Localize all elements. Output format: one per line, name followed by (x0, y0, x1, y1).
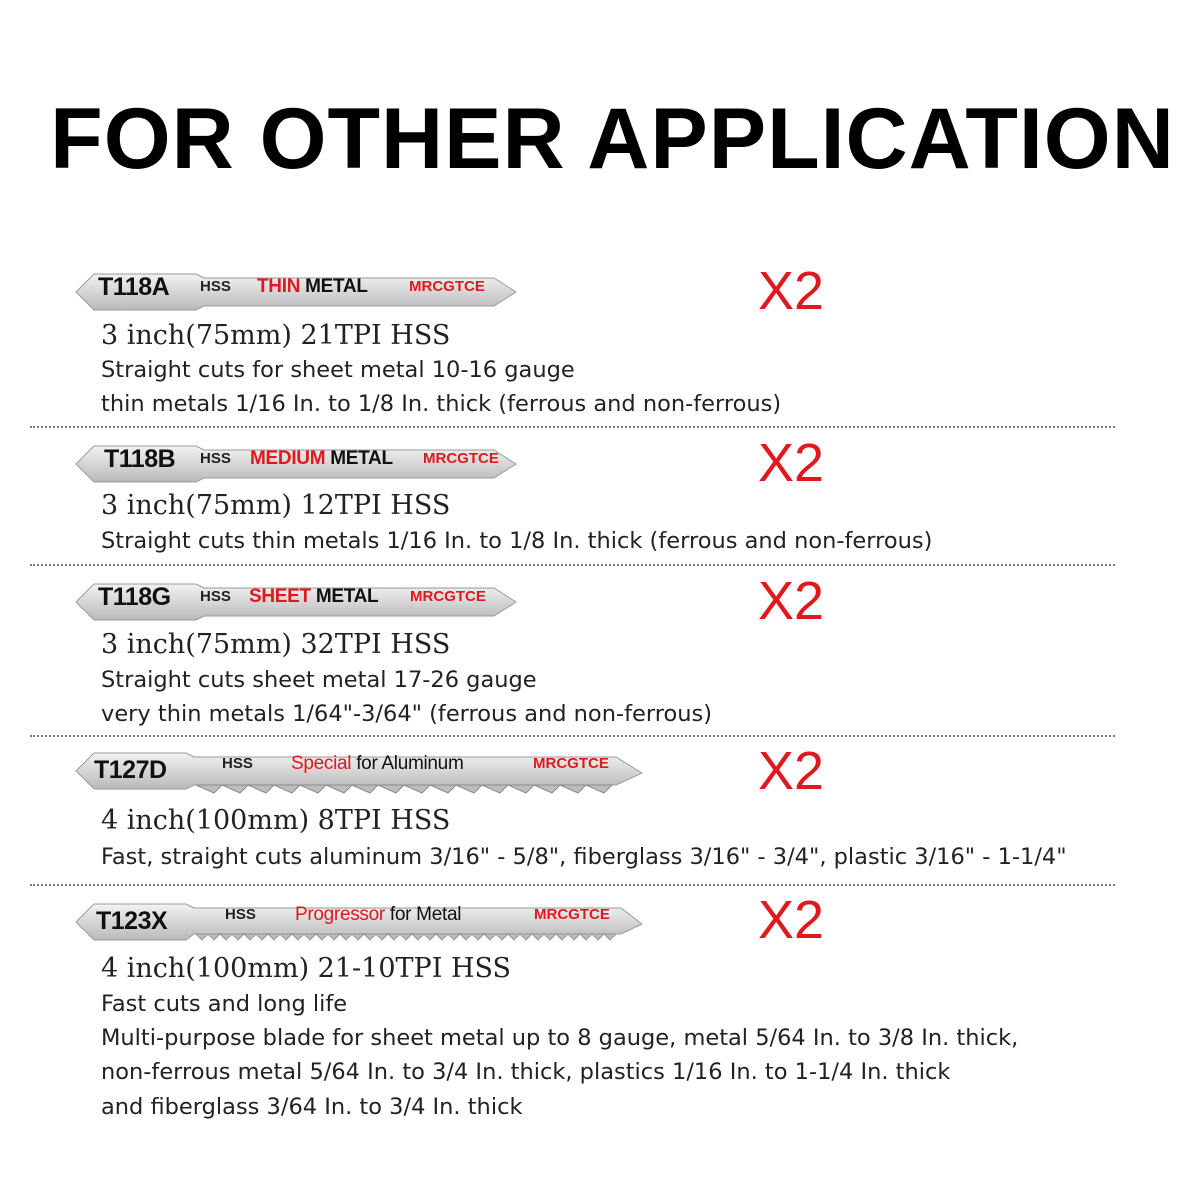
blade-hss-label: HSS (225, 906, 256, 923)
blade-image-t118g (76, 578, 646, 624)
blade-description-line: Straight cuts sheet metal 17-26 gauge (101, 667, 537, 693)
blade-type-red: MEDIUM (250, 448, 326, 469)
blade-type-label (250, 440, 393, 478)
blade-type-label (291, 745, 463, 783)
blade-brand: MRCGTCE (410, 588, 486, 605)
blade-description-line: Fast cuts and long life (101, 991, 348, 1017)
blade-type-black: METAL (330, 448, 393, 469)
quantity-label: X2 (758, 261, 825, 321)
blade-brand: MRCGTCE (534, 906, 610, 923)
blade-description-line: Straight cuts for sheet metal 10-16 gauge (101, 357, 575, 383)
quantity-label: X2 (758, 433, 825, 493)
blade-description-line: non-ferrous metal 5/64 In. to 3/4 In. thick, plastics 1/16 In. to 1-1/4 In. thick (101, 1059, 951, 1085)
blade-hss-label: HSS (200, 450, 231, 467)
section-divider (30, 564, 1115, 566)
blade-image-t123x (76, 896, 646, 942)
page-title: FOR OTHER APPLICATION (50, 91, 1175, 187)
blade-hss-label: HSS (200, 278, 231, 295)
blade-code: T118B (104, 445, 176, 473)
blade-type-black: for Metal (389, 904, 462, 925)
blade-image-t127d (76, 745, 646, 791)
blade-type-red: Progressor (295, 904, 385, 925)
blade-type-black: METAL (305, 276, 368, 297)
blade-type-black: for Aluminum (356, 753, 464, 774)
blade-description-line: Fast, straight cuts aluminum 3/16" - 5/8", fiberglass 3/16" - 3/4", plastic 3/16" - 1-1/4" (101, 844, 1067, 870)
quantity-label: X2 (758, 741, 825, 801)
blade-hss-label: HSS (200, 588, 231, 605)
blade-description-line: Straight cuts thin metals 1/16 In. to 1/8 In. thick (ferrous and non-ferrous) (101, 528, 933, 554)
blade-type-label (295, 896, 461, 934)
blade-spec: 3 inch(75mm) 12TPI HSS (101, 490, 451, 521)
section-divider (30, 735, 1115, 737)
blade-code: T123X (96, 907, 168, 935)
blade-spec: 3 inch(75mm) 32TPI HSS (101, 629, 451, 660)
blade-hss-label: HSS (222, 755, 253, 772)
quantity-label: X2 (758, 890, 825, 950)
blade-spec: 3 inch(75mm) 21TPI HSS (101, 320, 451, 351)
blade-spec: 4 inch(100mm) 21-10TPI HSS (101, 953, 512, 984)
blade-description-line: Multi-purpose blade for sheet metal up to 8 gauge, metal 5/64 In. to 3/8 In. thick, (101, 1025, 1019, 1051)
quantity-label: X2 (758, 571, 825, 631)
blade-type-red: Special (291, 753, 352, 774)
blade-image-t118b (76, 440, 646, 486)
blade-description-line: very thin metals 1/64"-3/64" (ferrous and non-ferrous) (101, 701, 712, 727)
blade-description-line: thin metals 1/16 In. to 1/8 In. thick (ferrous and non-ferrous) (101, 391, 782, 417)
blade-code: T127D (94, 756, 167, 784)
blade-brand: MRCGTCE (409, 278, 485, 295)
blade-image-t118a (76, 268, 646, 314)
blade-type-label (257, 268, 368, 306)
blade-spec: 4 inch(100mm) 8TPI HSS (101, 805, 451, 836)
blade-brand: MRCGTCE (533, 755, 609, 772)
blade-description-line: and fiberglass 3/64 In. to 3/4 In. thick (101, 1094, 523, 1120)
blade-type-label (249, 578, 378, 616)
blade-code: T118G (98, 583, 171, 611)
blade-type-red: THIN (257, 276, 301, 297)
section-divider (30, 884, 1115, 886)
blade-code: T118A (98, 273, 170, 301)
blade-type-black: METAL (315, 586, 379, 607)
blade-brand: MRCGTCE (423, 450, 499, 467)
section-divider (30, 426, 1115, 428)
blade-type-red: SHEET (249, 586, 311, 607)
